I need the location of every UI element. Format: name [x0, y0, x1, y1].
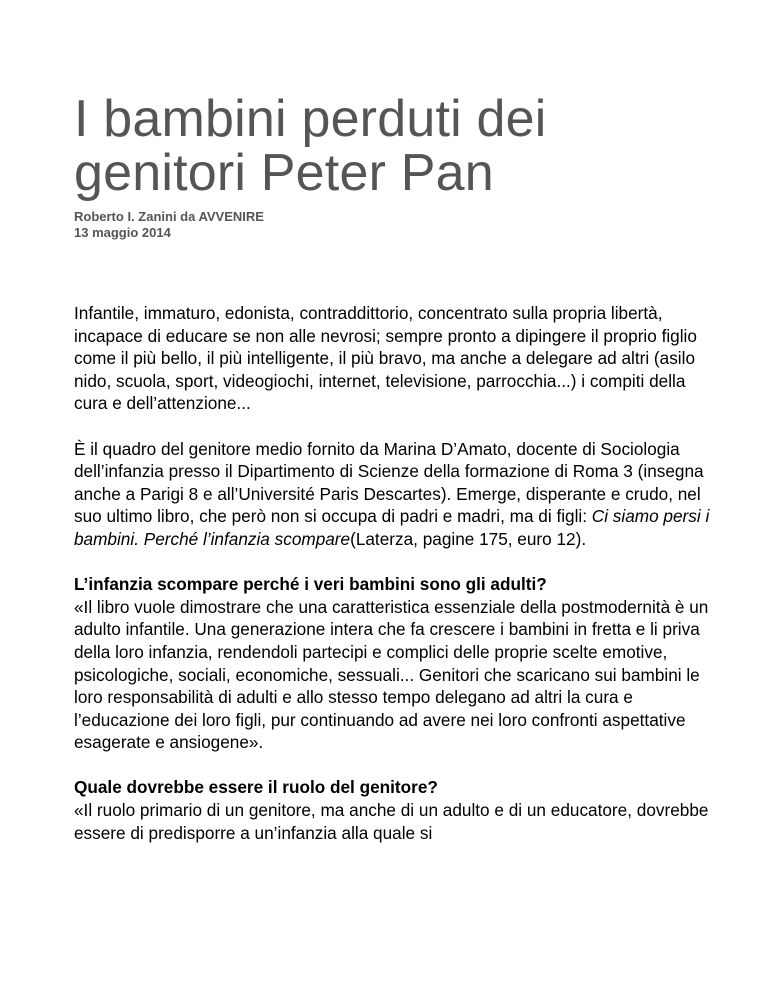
article-title-line-2: genitori Peter Pan — [74, 144, 494, 202]
answer-2: «Il ruolo primario di un genitore, ma anche di un adulto e di un educatore, dovrebbe essere di predisporre a un’infanzia alla quale si — [74, 800, 709, 843]
byline-author: Roberto I. Zanini da AVVENIRE — [74, 209, 264, 224]
question-2: Quale dovrebbe essere il ruolo del genitore? — [74, 777, 438, 798]
qa-block-2 — [74, 776, 714, 844]
book-details: (Laterza, pagine 175, euro 12). — [350, 528, 587, 549]
paragraph-context — [74, 438, 714, 551]
article-title — [74, 92, 714, 200]
qa-block-1 — [74, 573, 714, 754]
byline-date: 13 maggio 2014 — [74, 225, 171, 240]
article-body — [74, 302, 714, 844]
answer-1: «Il libro vuole dimostrare che una caratteristica essenziale della postmodernità è un adulto infantile. Una generazione intera che fa crescere i bambini in fretta e li priva della loro infanzia, rendendoli partecipi e complici delle proprie scelte emotive, psicologiche, sociali, economiche, sessuali... Genitori che scaricano sui bambini le loro responsabilità di adulti e allo stesso tempo delegano ad altri la cura e l’educazione dei loro figli, pur continuando ad avere nei loro confronti aspettative esagerate e ansiogene». — [74, 596, 709, 753]
paragraph-context-text: È il quadro del genitore medio fornito da Marina D’Amato, docente di Sociologia dell’infanzia presso il Dipartimento di Scienze della formazione di Roma 3 (insegna anche a Parigi 8 e all’Université Paris Descartes). Emerge, disperante e crudo, nel suo ultimo libro, che però non si occupa di padri e madri, ma di figli: — [74, 438, 704, 527]
paragraph-intro: Infantile, immaturo, edonista, contraddittorio, concentrato sulla propria libertà, incapace di educare se non alle nevrosi; sempre pronto a dipingere il proprio figlio come il più bello, il più intelligente, il più bravo, ma anche a delegare ad altri (asilo nido, scuola, sport, videogiochi, internet, televisione, parrocchia...) i compiti della cura e dell’attenzione... — [74, 303, 697, 414]
byline — [74, 209, 264, 241]
question-1: L’infanzia scompare perché i veri bambini sono gli adulti? — [74, 574, 547, 595]
article-title-line-1: I bambini perduti dei — [74, 90, 547, 148]
book-title: Ci siamo persi i bambini. Perché l’infanzia scompare — [74, 506, 710, 549]
